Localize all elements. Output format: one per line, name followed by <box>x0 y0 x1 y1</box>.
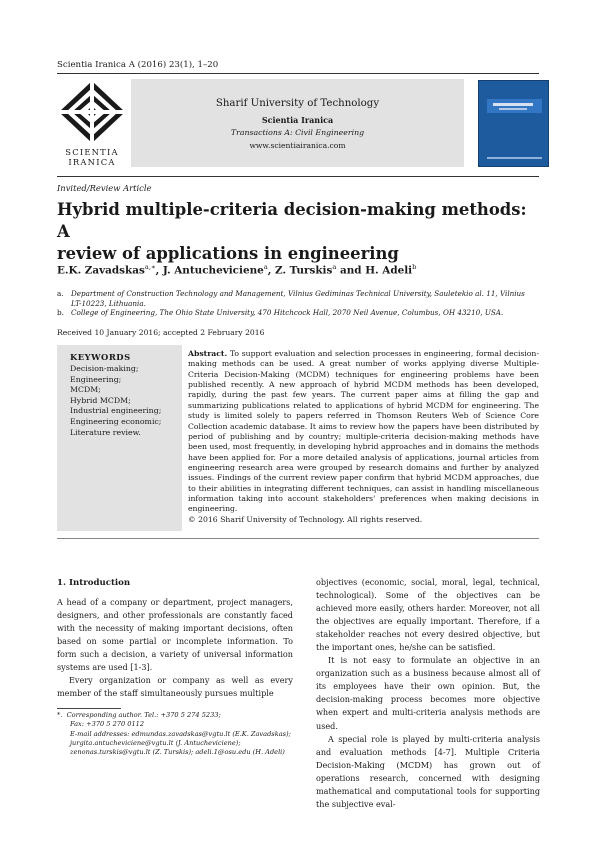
keyword-item: Decision-making; <box>70 364 139 373</box>
keywords-heading: KEYWORDS <box>70 352 131 362</box>
body-right-column <box>316 576 540 811</box>
keyword-item: Engineering; <box>70 374 122 384</box>
paragraph: A special role is played by multi-criteria analysis and evaluation methods [4-7]. Multiple Criteria Decision-Making (MCDM) has grown out of operations research, concerned with designing mathematical and computational tools for supporting the subjective eval- <box>316 733 540 809</box>
paragraph: A head of a company or department, project managers, designers, and other professionals are constantly faced with the necessity of making important decisions, often based on some partial or incomplete information. To form such a decision, a variety of universal information systems are used [1-3]. <box>57 597 293 673</box>
author-list: E.K. Zavadskas$^{a,∗}$, J. Antucheviciene$^a$, Z. Turskis$^a$ and H. Adeli$^b$ <box>57 263 417 277</box>
footnote <box>57 711 297 757</box>
header-bottom-rule <box>57 176 539 177</box>
title-line2: review of applications in engineering <box>57 244 399 263</box>
corresponding-author: Corresponding author. Tel.: +370 5 274 5233; <box>66 711 221 719</box>
journal-citation: Scientia Iranica A (2016) 23(1), 1–20 <box>57 60 219 70</box>
paragraph: objectives (economic, social, moral, legal, technical, technological). Some of the objectives can be achieved more easily, others harder. Moreover, not all the objectives are equally important. Therefore, if a stakeholder reaches not every desired objective, but the important ones, he/she can be satisfied. <box>316 577 540 653</box>
journal-subtitle: Transactions A: Civil Engineering <box>230 128 365 137</box>
keyword-item: Engineering economic; <box>70 416 162 426</box>
journal-name: Scientia Iranica <box>261 115 334 125</box>
abstract <box>188 349 539 525</box>
footnote-marker: *. <box>57 711 63 719</box>
author-name: E.K. Zavadskas <box>57 264 145 277</box>
paragraph: Every organization or company as well as every member of the staff simultaneously pursues multiple <box>57 675 293 699</box>
author-affil-mark: a <box>263 263 268 271</box>
email-addresses: E-mail addresses: edmundas.zavadskas@vgtu.lt (E.K. Zavadskas); jurgita.antucheviciene@vgtu.lt (J. Antucheviciene); zenonas.turskis@vgtu.lt (Z. Turskis); adeli.1@osu.edu (H. Adeli) <box>70 729 291 757</box>
section-title: 1. Introduction <box>57 578 131 588</box>
university-name: Sharif University of Technology <box>215 98 380 109</box>
abstract-text: To support evaluation and selection processes in engineering, formal decision-making methods can be used. A great number of works applying diverse Multiple-Criteria Decision-Making (MCDM) techniques for engineering problems have been published recently. A new approach of hybrid MCDM methods has been developed, rapidly, during the past few years. The current paper aims at filling the gap and summarizing publications related to applications of hybrid MCDM for engineering. The study is limited solely to papers referred in Thomson Reuters Web of Science Core Collection academic database. It aims to review how the papers have been distributed by period of publishing and by country; multiple-criteria decision-making methods have been used, most frequently, in developing hybrid approaches and in domains the methods have been applied for. For a more detailed analysis of applications, journal articles from engineering research area were grouped by research domains and further by analyzed issues. Findings of the current review paper confirm that hybrid MCDM approaches, due to their abilities in integrating different techniques, can assist in handling miscellaneous information taking into account stakeholders' preferences when making decisions in engineering. <box>188 349 539 514</box>
paragraph: It is not easy to formulate an objective in an organization such as a business because almost all of its employees have their own opinion. But, the decision-making process becomes more objective when expert and multi-criteria analysis methods are used. <box>316 655 540 731</box>
received-dates: Received 10 January 2016; accepted 2 February 2016 <box>57 328 265 337</box>
keyword-item: Hybrid MCDM; <box>70 395 131 405</box>
title-line1: Hybrid multiple-criteria decision-making methods: A <box>57 200 527 241</box>
affiliation-label: a. <box>57 289 64 298</box>
keyword-item: MCDM; <box>70 385 101 395</box>
keyword-item: Industrial engineering; <box>70 406 162 416</box>
copyright: © 2016 Sharif University of Technology. All rights reserved. <box>188 514 423 524</box>
logo-text-line1: SCIENTIA <box>65 147 119 157</box>
author-affil-mark: b <box>412 263 417 271</box>
logo-wordmark <box>57 148 127 167</box>
body-left-column <box>57 596 293 700</box>
logo-text-line2: IRANICA <box>68 156 116 167</box>
article-title <box>57 199 527 265</box>
keywords-list <box>70 364 161 438</box>
header-rule <box>57 73 539 74</box>
logo-emblem-icon <box>57 79 127 145</box>
author-name: H. Adeli <box>365 264 413 277</box>
journal-cover-image <box>478 80 549 167</box>
affiliation-label: b. <box>57 308 64 317</box>
fax-number: Fax: +370 5 270 0112 <box>70 720 145 729</box>
keyword-item: Literature review. <box>70 427 141 437</box>
author-name: Z. Turskis <box>275 264 333 277</box>
footnote-rule <box>57 708 121 709</box>
article-type: Invited/Review Article <box>57 183 152 193</box>
author-affil-mark: a <box>332 263 337 271</box>
author-affil-mark: a,∗ <box>144 263 156 271</box>
author-name: J. Antucheviciene <box>162 264 264 277</box>
abstract-rule <box>57 538 539 539</box>
abstract-label: Abstract. <box>188 349 228 358</box>
journal-url[interactable]: www.scientiairanica.com <box>249 141 346 150</box>
